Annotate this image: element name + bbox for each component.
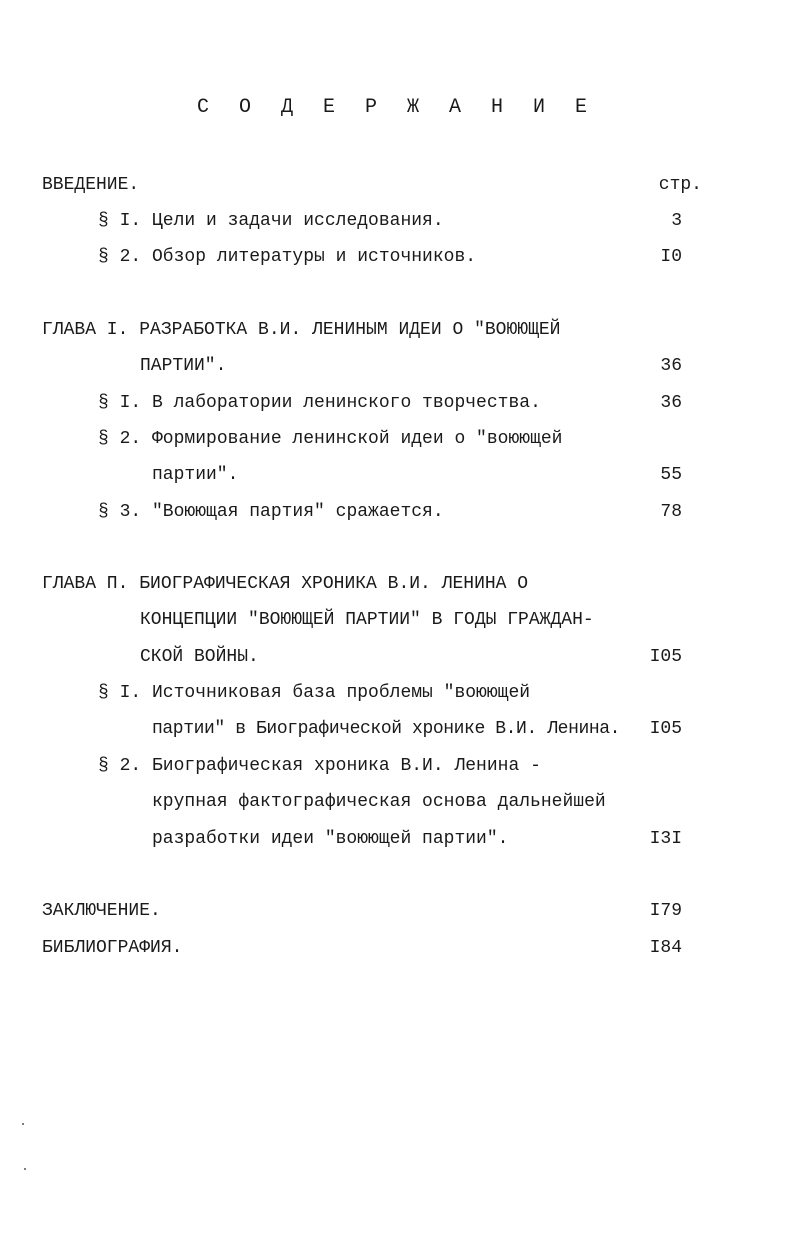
chapter-2-section-1-page: I05 [649, 719, 682, 739]
chapter-2-section-2-line-1: § 2. Биографическая хроника В.И. Ленина - [98, 756, 541, 776]
scan-speck [24, 1168, 26, 1170]
chapter-2-title-line-3: СКОЙ ВОЙНЫ. [140, 647, 259, 667]
chapter-1-section-3-page: 78 [660, 502, 682, 522]
intro-heading: ВВЕДЕНИЕ. [42, 175, 140, 195]
scan-speck [22, 1123, 24, 1125]
chapter-2-section-1-line-1: § I. Источниковая база проблемы "воюющей [98, 683, 531, 703]
chapter-1-section-1-page: 36 [660, 393, 682, 413]
page-column-label: стр. [658, 175, 702, 195]
page-title: С О Д Е Р Ж А Н И Е [196, 96, 597, 119]
chapter-2-section-2-page: I3I [649, 829, 682, 849]
chapter-2-title-line-2: КОНЦЕПЦИИ "ВОЮЮЩЕЙ ПАРТИИ" В ГОДЫ ГРАЖДАН- [140, 610, 594, 630]
chapter-1-section-2-line-2: партии". [152, 465, 239, 485]
intro-section-1: § I. Цели и задачи исследования. [98, 211, 444, 231]
intro-section-2-page: I0 [660, 247, 682, 267]
conclusion-page: I79 [649, 901, 682, 921]
bibliography-heading: БИБЛИОГРАФИЯ. [42, 938, 183, 958]
chapter-1-section-3: § 3. "Воюющая партия" сражается. [98, 502, 444, 522]
bibliography-page: I84 [649, 938, 682, 958]
chapter-2-title-line-1: ГЛАВА П. БИОГРАФИЧЕСКАЯ ХРОНИКА В.И. ЛЕНИНА О [42, 574, 529, 594]
intro-section-2: § 2. Обзор литературы и источников. [98, 247, 477, 267]
chapter-2-section-1-line-2: партии" в Биографической хронике В.И. Ленина. [152, 719, 621, 739]
chapter-1-title-line-2: ПАРТИИ". [140, 356, 227, 376]
conclusion-heading: ЗАКЛЮЧЕНИЕ. [42, 901, 161, 921]
chapter-1-page: 36 [660, 356, 682, 376]
intro-section-1-page: 3 [671, 211, 682, 231]
chapter-1-section-1: § I. В лаборатории ленинского творчества. [98, 393, 541, 413]
chapter-1-section-2-page: 55 [660, 465, 682, 485]
chapter-2-page: I05 [649, 647, 682, 667]
chapter-2-section-2-line-3: разработки идеи "воюющей партии". [152, 829, 509, 849]
chapter-1-section-2-line-1: § 2. Формирование ленинской идеи о "воюющей [98, 429, 563, 449]
chapter-1-title-line-1: ГЛАВА I. РАЗРАБОТКА В.И. ЛЕНИНЫМ ИДЕИ О "ВОЮЮЩЕЙ [42, 320, 561, 340]
chapter-2-section-2-line-2: крупная фактографическая основа дальнейшей [152, 792, 606, 812]
